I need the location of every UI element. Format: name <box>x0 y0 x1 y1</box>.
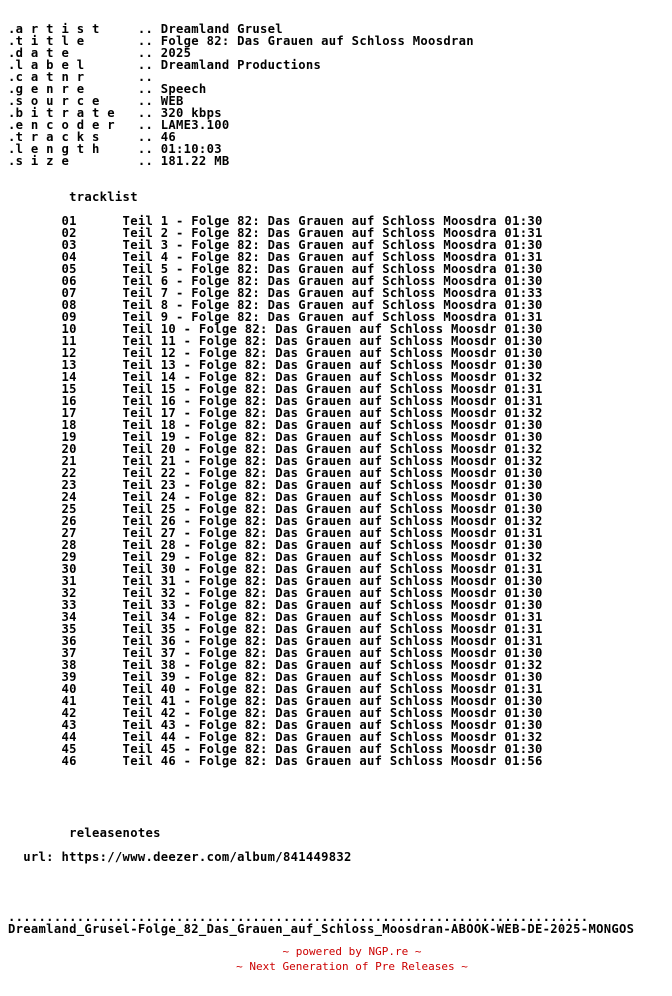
powered-by-link[interactable]: ~ powered by NGP.re ~ <box>282 945 422 958</box>
footer <box>0 944 672 959</box>
nfo-text: .a r t i s t .. Dreamland Grusel .t i t l e .. Folge 82: Das Grauen auf Schloss Moosdran .d a t e .. 2025 .l a b e l .. Dreamland Productions .c a t n r .. .g e n r e .. Speech .s o u r c e .. WEB .b i t r a t e .. 320 kbps .e n c o d e r .. LAME3.100 .t r a c k s .. 46 .l e n g t h .. 01:10:03 .s i z e .. 181.22 MB tracklist 01 Teil 1 - Folge 82: Das Grauen auf Schloss Moosdra 01:30 02 Teil 2 - Folge 82: Das Grauen auf Schloss Moosdra 01:31 03 Teil 3 - Folge 82: Das Grauen auf Schloss Moosdra 01:30 04 Teil 4 - Folge 82: Das Grauen auf Schloss Moosdra 01:31 05 Teil 5 - Folge 82: Das Grauen auf Schloss Moosdra 01:30 06 Teil 6 - Folge 82: Das Grauen auf Schloss Moosdra 01:30 07 Teil 7 - Folge 82: Das Grauen auf Schloss Moosdra 01:33 08 Teil 8 - Folge 82: Das Grauen auf Schloss Moosdra 01:30 09 Teil 9 - Folge 82: Das Grauen auf Schloss Moosdra 01:31 10 Teil 10 - Folge 82: Das Grauen auf Schloss Moosdr 01:30 11 Teil 11 - Folge 82: Das Grauen auf Schloss Moosdr 01:30 12 Teil 12 - Folge 82: Das Grauen auf Schloss Moosdr 01:30 13 Teil 13 - Folge 82: Das Grauen auf Schloss Moosdr 01:30 14 Teil 14 - Folge 82: Das Grauen auf Schloss Moosdr 01:32 15 Teil 15 - Folge 82: Das Grauen auf Schloss Moosdr 01:31 16 Teil 16 - Folge 82: Das Grauen auf Schloss Moosdr 01:31 17 Teil 17 - Folge 82: Das Grauen auf Schloss Moosdr 01:32 18 Teil 18 - Folge 82: Das Grauen auf Schloss Moosdr 01:30 19 Teil 19 - Folge 82: Das Grauen auf Schloss Moosdr 01:30 20 Teil 20 - Folge 82: Das Grauen auf Schloss Moosdr 01:32 21 Teil 21 - Folge 82: Das Grauen auf Schloss Moosdr 01:32 22 Teil 22 - Folge 82: Das Grauen auf Schloss Moosdr 01:30 23 Teil 23 - Folge 82: Das Grauen auf Schloss Moosdr 01:30 24 Teil 24 - Folge 82: Das Grauen auf Schloss Moosdr 01:30 25 Teil 25 - Folge 82: Das Grauen auf Schloss Moosdr 01:30 26 Teil 26 - Folge 82: Das Grauen auf Schloss Moosdr 01:32 27 Teil 27 - Folge 82: Das Grauen auf Schloss Moosdr 01:31 28 Teil 28 - Folge 82: Das Grauen auf Schloss Moosdr 01:30 29 Teil 29 - Folge 82: Das Grauen auf Schloss Moosdr 01:32 30 Teil 30 - Folge 82: Das Grauen auf Schloss Moosdr 01:31 31 Teil 31 - Folge 82: Das Grauen auf Schloss Moosdr 01:30 32 Teil 32 - Folge 82: Das Grauen auf Schloss Moosdr 01:30 33 Teil 33 - Folge 82: Das Grauen auf Schloss Moosdr 01:30 34 Teil 34 - Folge 82: Das Grauen auf Schloss Moosdr 01:31 35 Teil 35 - Folge 82: Das Grauen auf Schloss Moosdr 01:31 36 Teil 36 - Folge 82: Das Grauen auf Schloss Moosdr 01:31 37 Teil 37 - Folge 82: Das Grauen auf Schloss Moosdr 01:30 38 Teil 38 - Folge 82: Das Grauen auf Schloss Moosdr 01:32 39 Teil 39 - Folge 82: Das Grauen auf Schloss Moosdr 01:30 40 Teil 40 - Folge 82: Das Grauen auf Schloss Moosdr 01:31 41 Teil 41 - Folge 82: Das Grauen auf Schloss Moosdr 01:30 42 Teil 42 - Folge 82: Das Grauen auf Schloss Moosdr 01:30 43 Teil 43 - Folge 82: Das Grauen auf Schloss Moosdr 01:30 44 Teil 44 - Folge 82: Das Grauen auf Schloss Moosdr 01:32 45 Teil 45 - Folge 82: Das Grauen auf Schloss Moosdr 01:30 46 Teil 46 - Folge 82: Das Grauen auf Schloss Moosdr 01:56 releasenotes url: https://www.deezer.com/album/841449832 ............................................................................ Dreamland_Grusel-Folge_82_Das_Grauen_auf_Schloss_Moosdran-ABOOK-WEB-DE-2025-MONGOS <box>8 22 635 936</box>
tagline-link[interactable]: ~ Next Generation of Pre Releases ~ <box>236 960 468 973</box>
footer-tagline <box>0 959 672 974</box>
